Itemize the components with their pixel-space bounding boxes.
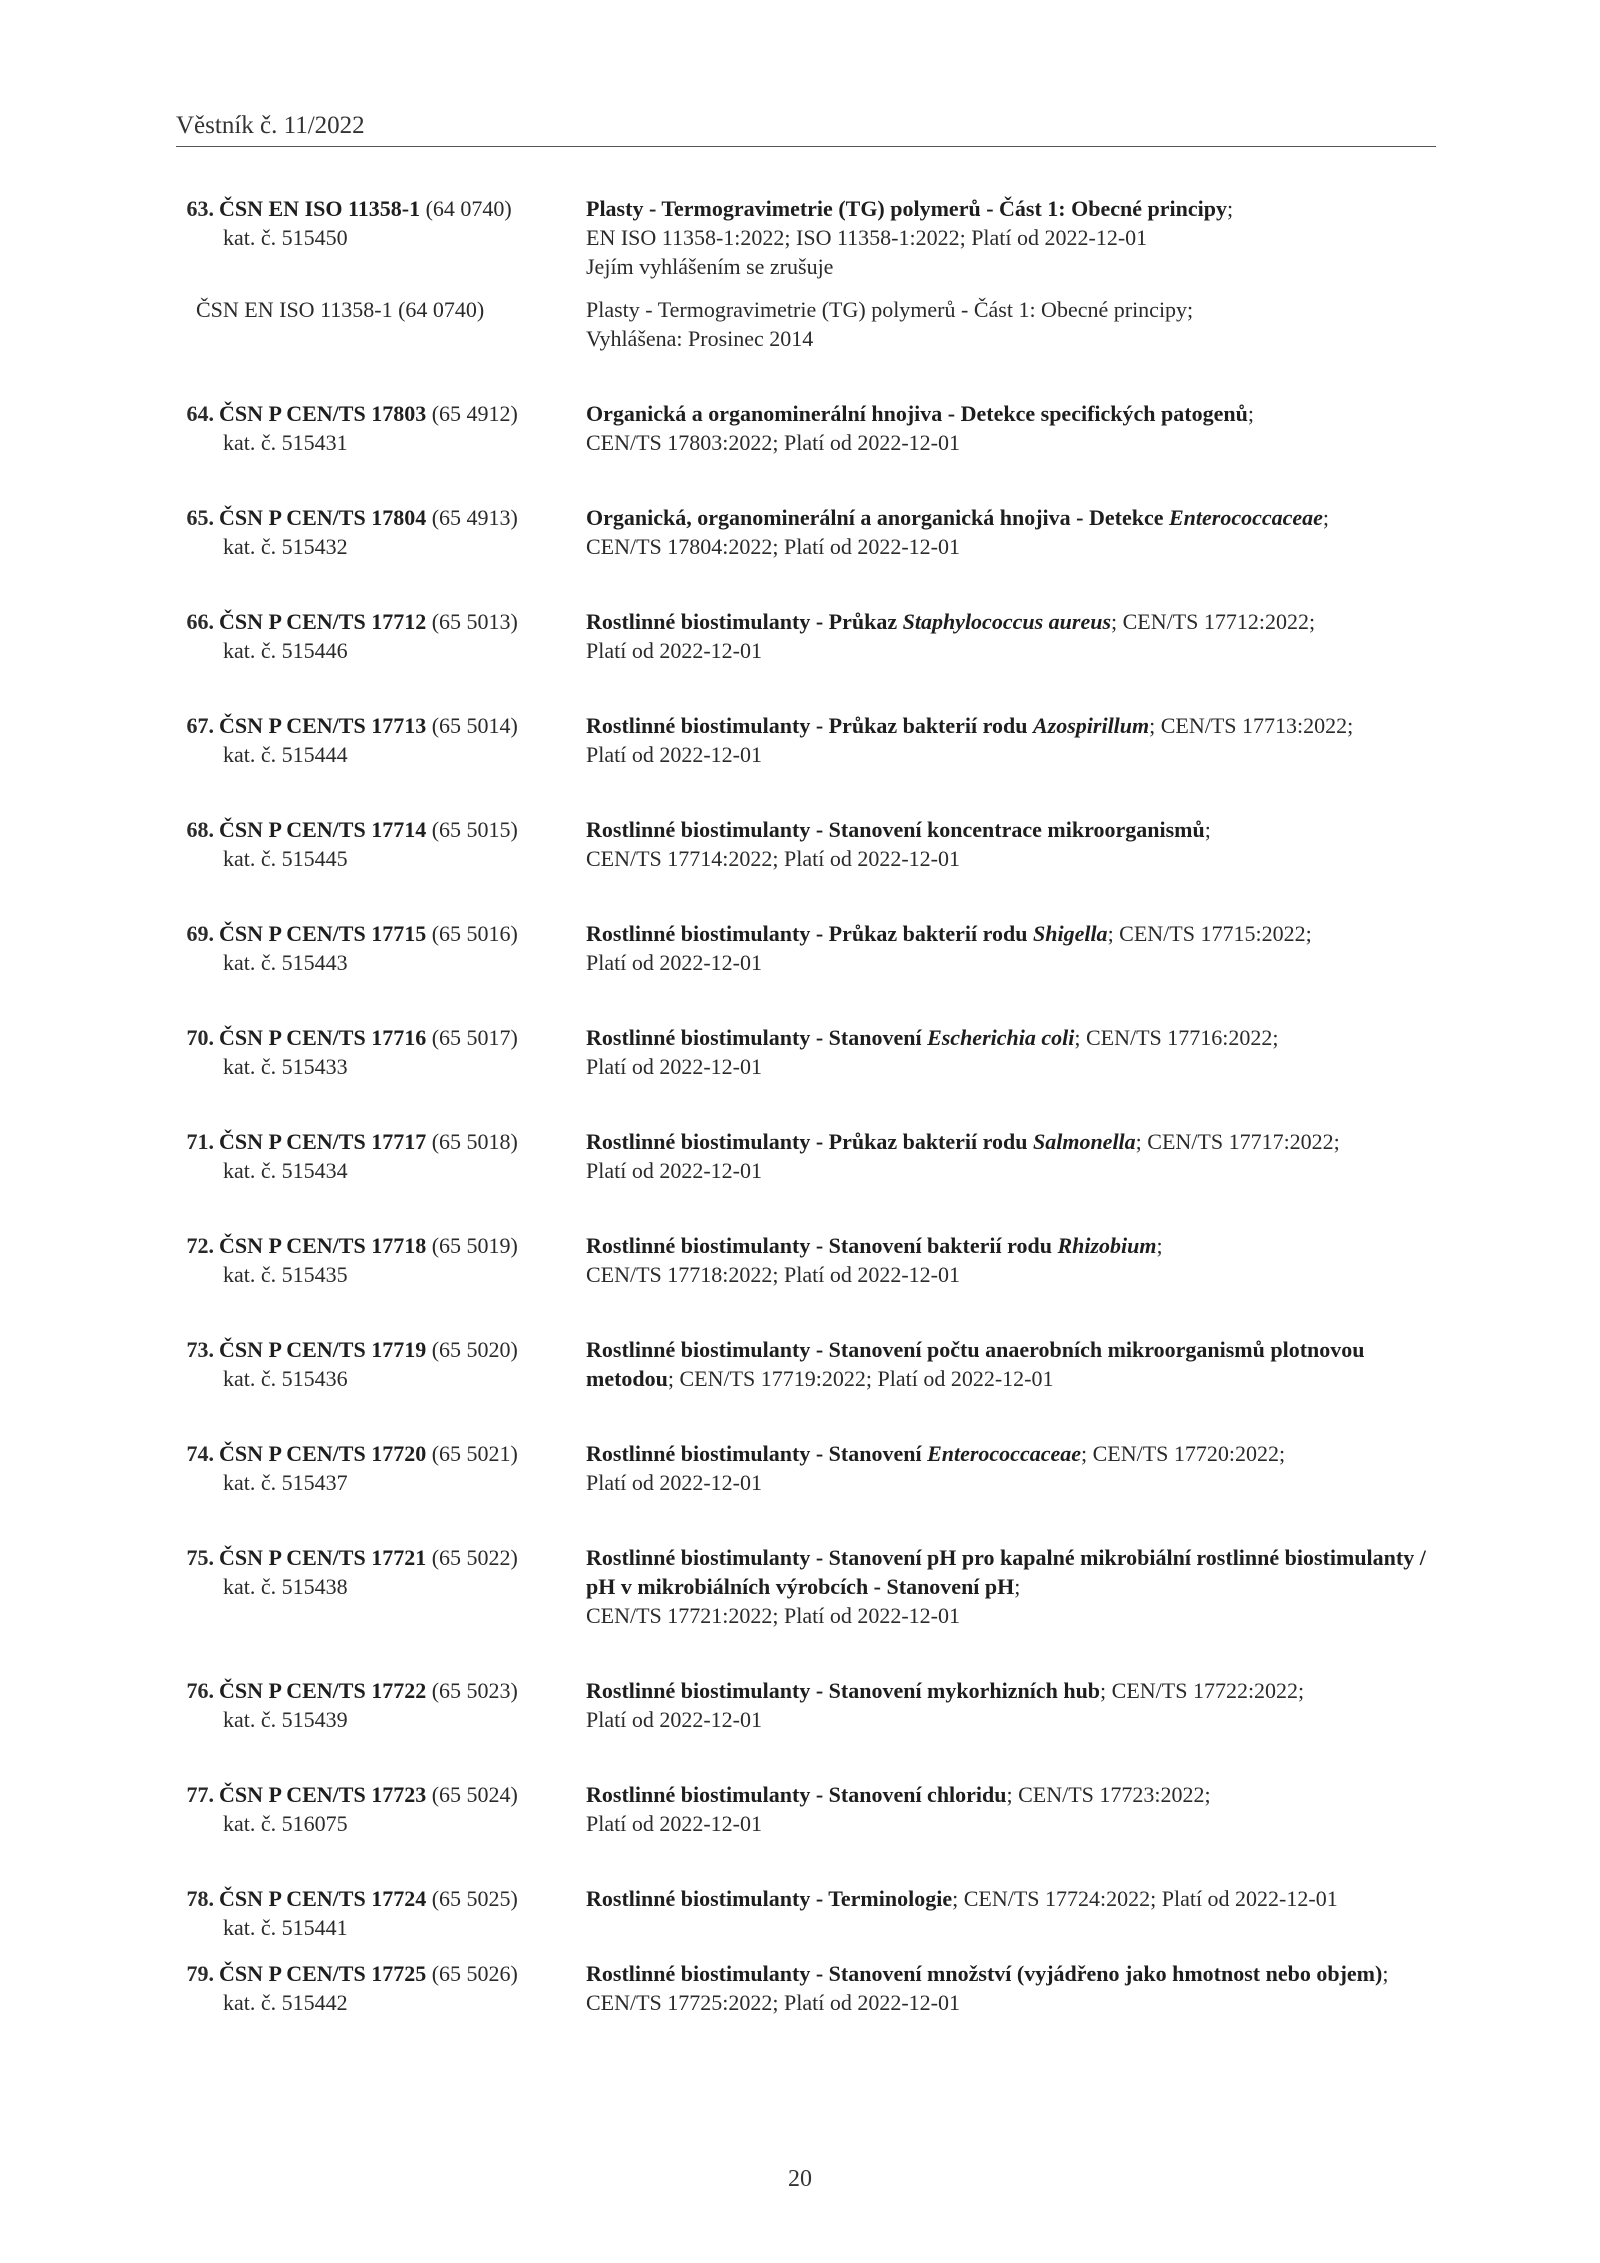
page-header xyxy=(176,112,1436,147)
standard-code: ČSN P CEN/TS 17712 xyxy=(219,609,427,634)
standard-entry xyxy=(176,1780,1446,1838)
standard-code: ČSN P CEN/TS 17722 xyxy=(219,1678,427,1703)
standard-entry xyxy=(176,1439,1446,1497)
title-suffix: ; xyxy=(1014,1574,1021,1599)
classification-code: (65 5013) xyxy=(431,609,518,634)
catalog-number: kat. č. 515432 xyxy=(223,534,348,559)
entry-number: 76. xyxy=(186,1678,214,1703)
entry-main-row xyxy=(176,1543,1446,1630)
entry-number: 66. xyxy=(186,609,214,634)
entry-code-line xyxy=(176,1543,576,1572)
entry-identifier xyxy=(176,1959,576,2017)
title-suffix: ; CEN/TS 17722:2022; xyxy=(1100,1678,1305,1703)
entry-code-line xyxy=(176,1231,576,1260)
classification-code: (65 5014) xyxy=(431,713,518,738)
entry-detail-line: Platí od 2022-12-01 xyxy=(586,638,762,663)
catalog-number: kat. č. 515443 xyxy=(223,950,348,975)
entry-description xyxy=(586,815,1446,873)
entry-number: 74. xyxy=(186,1441,214,1466)
standard-entry xyxy=(176,919,1446,977)
entry-identifier xyxy=(176,1780,576,1838)
title-part: Rostlinné biostimulanty - Terminologie xyxy=(586,1886,953,1911)
entry-code-line xyxy=(176,919,576,948)
standard-entry xyxy=(176,1676,1446,1734)
catalog-number: kat. č. 515435 xyxy=(223,1262,348,1287)
entry-code-line xyxy=(176,711,576,740)
entry-title-line xyxy=(586,1335,1446,1393)
entry-code-line xyxy=(176,1335,576,1364)
entry-identifier xyxy=(176,1023,576,1081)
entry-main-row xyxy=(176,711,1446,769)
entry-description xyxy=(586,194,1446,281)
entry-number: 69. xyxy=(186,921,214,946)
standard-entry xyxy=(176,815,1446,873)
entry-title-line xyxy=(586,1023,1446,1052)
entry-detail-line: Platí od 2022-12-01 xyxy=(586,1811,762,1836)
entry-number: 77. xyxy=(186,1782,214,1807)
standard-code: ČSN P CEN/TS 17713 xyxy=(219,713,427,738)
standard-title xyxy=(586,196,1227,221)
entry-identifier xyxy=(176,1439,576,1497)
title-suffix: ; CEN/TS 17719:2022; Platí od 2022-12-01 xyxy=(667,1366,1054,1391)
standard-title xyxy=(586,713,1149,738)
classification-code: (65 5018) xyxy=(431,1129,518,1154)
catalog-number: kat. č. 515431 xyxy=(223,430,348,455)
standard-entry xyxy=(176,1884,1446,1940)
title-part: Rostlinné biostimulanty - Průkaz bakterií rodu xyxy=(586,713,1033,738)
entry-main-row xyxy=(176,1231,1446,1289)
title-italic-part: Staphylococcus aureus xyxy=(902,609,1112,634)
catalog-number: kat. č. 515441 xyxy=(223,1915,348,1940)
title-part: Rostlinné biostimulanty - Stanovení chloridu xyxy=(586,1782,1007,1807)
standard-title xyxy=(586,817,1205,842)
entry-code-line xyxy=(176,399,576,428)
classification-code: (65 5023) xyxy=(431,1678,518,1703)
entry-code-line xyxy=(176,194,576,223)
entry-main-row xyxy=(176,1335,1446,1393)
standard-code: ČSN P CEN/TS 17803 xyxy=(219,401,427,426)
entry-identifier xyxy=(176,503,576,561)
classification-code: (65 4913) xyxy=(431,505,518,530)
catalog-number: kat. č. 515445 xyxy=(223,846,348,871)
standard-title xyxy=(586,401,1248,426)
entry-detail-line: Platí od 2022-12-01 xyxy=(586,742,762,767)
entry-code-line xyxy=(176,503,576,532)
title-part: Rostlinné biostimulanty - Stanovení xyxy=(586,1441,928,1466)
standard-code: ČSN P CEN/TS 17714 xyxy=(219,817,427,842)
entry-description xyxy=(586,1023,1446,1081)
standard-entry xyxy=(176,1959,1446,2017)
entry-number: 65. xyxy=(186,505,214,530)
entry-title-line xyxy=(586,503,1446,532)
standard-code: ČSN P CEN/TS 17715 xyxy=(219,921,427,946)
entry-main-row xyxy=(176,607,1446,665)
title-part: Rostlinné biostimulanty - Stanovení počtu anaerobních mikroorganismů plotnovou metodou xyxy=(586,1337,1365,1391)
standard-entry xyxy=(176,194,1446,353)
title-suffix: ; CEN/TS 17717:2022; xyxy=(1135,1129,1340,1154)
entry-description xyxy=(586,919,1446,977)
entry-description xyxy=(586,1959,1446,2017)
classification-code: (65 5024) xyxy=(431,1782,518,1807)
title-suffix: ; CEN/TS 17725:2022; Platí od 2022-12-01 xyxy=(586,1961,1389,2015)
entry-identifier xyxy=(176,194,576,252)
catalog-number: kat. č. 516075 xyxy=(223,1811,348,1836)
entry-number: 71. xyxy=(186,1129,214,1154)
standard-entry xyxy=(176,1023,1446,1081)
replaced-detail-line: Plasty - Termogravimetrie (TG) polymerů - Část 1: Obecné principy; xyxy=(586,297,1194,322)
standard-entry xyxy=(176,711,1446,769)
catalog-number: kat. č. 515439 xyxy=(223,1707,348,1732)
standard-title xyxy=(586,1025,1074,1050)
title-part: Rostlinné biostimulanty - Průkaz xyxy=(586,609,903,634)
title-italic-part: Azospirillum xyxy=(1032,713,1150,738)
catalog-number: kat. č. 515450 xyxy=(223,225,348,250)
entry-title-line xyxy=(586,815,1446,844)
entry-number: 75. xyxy=(186,1545,214,1570)
catalog-number: kat. č. 515444 xyxy=(223,742,348,767)
title-part: Rostlinné biostimulanty - Stanovení pH pro kapalné mikrobiální rostlinné biostimulanty / pH v mikrobiálních výrobcích - Stanovení pH xyxy=(586,1545,1426,1599)
entry-number: 78. xyxy=(186,1886,214,1911)
entry-number: 68. xyxy=(186,817,214,842)
standard-entry xyxy=(176,399,1446,457)
standard-code: ČSN P CEN/TS 17719 xyxy=(219,1337,427,1362)
entry-identifier xyxy=(176,1335,576,1393)
title-suffix: ; CEN/TS 17712:2022; xyxy=(1111,609,1316,634)
entry-identifier xyxy=(176,1676,576,1734)
catalog-number: kat. č. 515436 xyxy=(223,1366,348,1391)
entry-code-line xyxy=(176,1676,576,1705)
title-part: Rostlinné biostimulanty - Stanovení bakterií rodu xyxy=(586,1233,1058,1258)
standard-title xyxy=(586,609,1111,634)
standard-code: ČSN P CEN/TS 17723 xyxy=(219,1782,427,1807)
entry-title-line xyxy=(586,711,1446,740)
entry-description xyxy=(586,1231,1446,1289)
entry-identifier xyxy=(176,1884,576,1942)
entry-main-row xyxy=(176,1023,1446,1081)
entry-identifier xyxy=(176,1543,576,1601)
classification-code: (65 4912) xyxy=(431,401,518,426)
title-italic-part: Escherichia coli xyxy=(927,1025,1075,1050)
entry-title-line xyxy=(586,607,1446,636)
entry-number: 64. xyxy=(186,401,214,426)
page-number: 20 xyxy=(788,2166,812,2192)
title-part: Rostlinné biostimulanty - Stanovení koncentrace mikroorganismů xyxy=(586,817,1205,842)
title-suffix: ; CEN/TS 17720:2022; xyxy=(1081,1441,1286,1466)
entry-identifier xyxy=(176,815,576,873)
title-italic-part: Enterococcaceae xyxy=(1168,505,1323,530)
entry-detail-line: CEN/TS 17721:2022; Platí od 2022-12-01 xyxy=(586,1603,960,1628)
title-suffix: ; CEN/TS 17724:2022; Platí od 2022-12-01 xyxy=(952,1886,1338,1911)
standard-entry xyxy=(176,1335,1446,1393)
title-italic-part: Shigella xyxy=(1032,921,1108,946)
classification-code: (65 5026) xyxy=(431,1961,518,1986)
entry-detail-line: CEN/TS 17718:2022; Platí od 2022-12-01 xyxy=(586,1262,960,1287)
entry-detail-line: Jejím vyhlášením se zrušuje xyxy=(586,254,834,279)
entry-code-line xyxy=(176,607,576,636)
replaced-standard-row xyxy=(176,295,1446,353)
title-part: Rostlinné biostimulanty - Stanovení množství (vyjádřeno jako hmotnost nebo objem) xyxy=(586,1961,1383,1986)
title-italic-part: Rhizobium xyxy=(1057,1233,1157,1258)
title-part: Organická, organominerální a anorganická hnojiva - Detekce xyxy=(586,505,1169,530)
title-suffix: ; CEN/TS 17716:2022; xyxy=(1074,1025,1279,1050)
entry-main-row xyxy=(176,194,1446,281)
entry-main-row xyxy=(176,503,1446,561)
entry-identifier xyxy=(176,399,576,457)
standard-code: ČSN P CEN/TS 17725 xyxy=(219,1961,427,1986)
entry-number: 70. xyxy=(186,1025,214,1050)
entry-title-line xyxy=(586,1676,1446,1705)
title-part: Rostlinné biostimulanty - Průkaz bakterií rodu xyxy=(586,921,1033,946)
title-suffix: ; CEN/TS 17723:2022; xyxy=(1006,1782,1211,1807)
entry-number: 67. xyxy=(186,713,214,738)
entry-description xyxy=(586,1884,1446,1913)
standard-title xyxy=(586,1886,952,1911)
entry-title-line xyxy=(586,1127,1446,1156)
entry-description xyxy=(586,503,1446,561)
standard-title xyxy=(586,921,1108,946)
entry-description xyxy=(586,1676,1446,1734)
standard-entry xyxy=(176,607,1446,665)
entry-main-row xyxy=(176,1676,1446,1734)
entry-description xyxy=(586,1127,1446,1185)
title-suffix: ; xyxy=(1247,401,1254,426)
entry-description xyxy=(586,399,1446,457)
standard-entry xyxy=(176,1543,1446,1630)
title-suffix: ; xyxy=(1204,817,1211,842)
entry-detail-line: Platí od 2022-12-01 xyxy=(586,1054,762,1079)
entry-code-line xyxy=(176,1959,576,1988)
standard-entry xyxy=(176,503,1446,561)
entry-main-row xyxy=(176,1884,1446,1940)
title-suffix: ; CEN/TS 17715:2022; xyxy=(1107,921,1312,946)
entry-code-line xyxy=(176,1884,576,1913)
standard-code: ČSN P CEN/TS 17721 xyxy=(219,1545,427,1570)
entry-main-row xyxy=(176,1959,1446,2017)
title-part: Rostlinné biostimulanty - Stanovení xyxy=(586,1025,928,1050)
entry-description xyxy=(586,1780,1446,1838)
title-part: Rostlinné biostimulanty - Průkaz bakterií rodu xyxy=(586,1129,1033,1154)
catalog-number: kat. č. 515434 xyxy=(223,1158,348,1183)
entry-title-line xyxy=(586,1884,1446,1913)
entry-description xyxy=(586,607,1446,665)
entry-detail-line: Platí od 2022-12-01 xyxy=(586,950,762,975)
catalog-number: kat. č. 515437 xyxy=(223,1470,348,1495)
standard-title xyxy=(586,1129,1136,1154)
title-part: Rostlinné biostimulanty - Stanovení mykorhizních hub xyxy=(586,1678,1101,1703)
classification-code: (65 5015) xyxy=(431,817,518,842)
entry-title-line xyxy=(586,399,1446,428)
standard-title xyxy=(586,1545,1426,1599)
title-part: Organická a organominerální hnojiva - Detekce specifických patogenů xyxy=(586,401,1248,426)
entry-code-line xyxy=(176,1780,576,1809)
entry-title-line xyxy=(586,194,1446,223)
entry-detail-line: CEN/TS 17803:2022; Platí od 2022-12-01 xyxy=(586,430,960,455)
entry-code-line xyxy=(176,1023,576,1052)
entry-title-line xyxy=(586,1231,1446,1260)
entry-number: 72. xyxy=(186,1233,214,1258)
entry-detail-line: EN ISO 11358-1:2022; ISO 11358-1:2022; Platí od 2022-12-01 xyxy=(586,225,1148,250)
entry-title-line xyxy=(586,1543,1446,1601)
entry-detail-line: CEN/TS 17804:2022; Platí od 2022-12-01 xyxy=(586,534,960,559)
title-suffix: ; CEN/TS 17713:2022; xyxy=(1149,713,1354,738)
entry-description xyxy=(586,1335,1446,1393)
classification-code: (65 5022) xyxy=(431,1545,518,1570)
entry-main-row xyxy=(176,919,1446,977)
entry-code-line xyxy=(176,815,576,844)
standard-code: ČSN P CEN/TS 17716 xyxy=(219,1025,427,1050)
standard-code: ČSN P CEN/TS 17717 xyxy=(219,1129,427,1154)
standard-code: ČSN P CEN/TS 17720 xyxy=(219,1441,427,1466)
entry-code-line xyxy=(176,1127,576,1156)
entry-identifier xyxy=(176,711,576,769)
entry-identifier xyxy=(176,1127,576,1185)
entry-detail-line: Platí od 2022-12-01 xyxy=(586,1707,762,1732)
standard-title xyxy=(586,505,1323,530)
title-suffix: ; xyxy=(1226,196,1234,221)
standard-title xyxy=(586,1782,1007,1807)
entry-detail-line: Platí od 2022-12-01 xyxy=(586,1158,762,1183)
entry-title-line xyxy=(586,1959,1446,2017)
entry-detail-line: CEN/TS 17714:2022; Platí od 2022-12-01 xyxy=(586,846,960,871)
bulletin-title: Věstník č. 11/2022 xyxy=(176,112,365,139)
classification-code: (65 5025) xyxy=(431,1886,518,1911)
standard-entry xyxy=(176,1231,1446,1289)
classification-code: (64 0740) xyxy=(425,196,512,221)
entry-identifier xyxy=(176,1231,576,1289)
entry-main-row xyxy=(176,1127,1446,1185)
standard-title xyxy=(586,1961,1382,1986)
entry-main-row xyxy=(176,815,1446,873)
catalog-number: kat. č. 515433 xyxy=(223,1054,348,1079)
entry-number: 73. xyxy=(186,1337,214,1362)
entry-main-row xyxy=(176,1439,1446,1497)
standard-title xyxy=(586,1233,1157,1258)
catalog-number: kat. č. 515442 xyxy=(223,1990,348,2015)
standards-list xyxy=(176,194,1446,2063)
replaced-standard-code: ČSN EN ISO 11358-1 (64 0740) xyxy=(196,297,485,322)
title-part: Plasty - Termogravimetrie (TG) polymerů - Část 1: Obecné principy xyxy=(586,196,1227,221)
standard-code: ČSN EN ISO 11358-1 xyxy=(219,196,421,221)
entry-main-row xyxy=(176,399,1446,457)
standard-entry xyxy=(176,1127,1446,1185)
replaced-identifier xyxy=(176,295,576,324)
classification-code: (65 5017) xyxy=(431,1025,518,1050)
entry-number: 63. xyxy=(186,196,214,221)
entry-title-line xyxy=(586,919,1446,948)
title-suffix: ; xyxy=(1156,1233,1163,1258)
catalog-number: kat. č. 515446 xyxy=(223,638,348,663)
entry-main-row xyxy=(176,1780,1446,1838)
standard-code: ČSN P CEN/TS 17724 xyxy=(219,1886,427,1911)
standard-title xyxy=(586,1441,1081,1466)
standard-title xyxy=(586,1678,1100,1703)
entry-identifier xyxy=(176,919,576,977)
title-italic-part: Enterococcaceae xyxy=(927,1441,1081,1466)
catalog-number: kat. č. 515438 xyxy=(223,1574,348,1599)
replaced-detail-line: Vyhlášena: Prosinec 2014 xyxy=(586,326,814,351)
entry-title-line xyxy=(586,1439,1446,1468)
classification-code: (65 5016) xyxy=(431,921,518,946)
classification-code: (65 5021) xyxy=(431,1441,518,1466)
entry-identifier xyxy=(176,607,576,665)
title-italic-part: Salmonella xyxy=(1032,1129,1136,1154)
title-suffix: ; xyxy=(1322,505,1330,530)
standard-code: ČSN P CEN/TS 17804 xyxy=(219,505,427,530)
entry-description xyxy=(586,1543,1446,1630)
entry-description xyxy=(586,711,1446,769)
entry-detail-line: Platí od 2022-12-01 xyxy=(586,1470,762,1495)
entry-number: 79. xyxy=(186,1961,214,1986)
standard-code: ČSN P CEN/TS 17718 xyxy=(219,1233,427,1258)
classification-code: (65 5019) xyxy=(431,1233,518,1258)
classification-code: (65 5020) xyxy=(431,1337,518,1362)
entry-code-line xyxy=(176,1439,576,1468)
entry-description xyxy=(586,1439,1446,1497)
replaced-description xyxy=(586,295,1446,353)
entry-title-line xyxy=(586,1780,1446,1809)
